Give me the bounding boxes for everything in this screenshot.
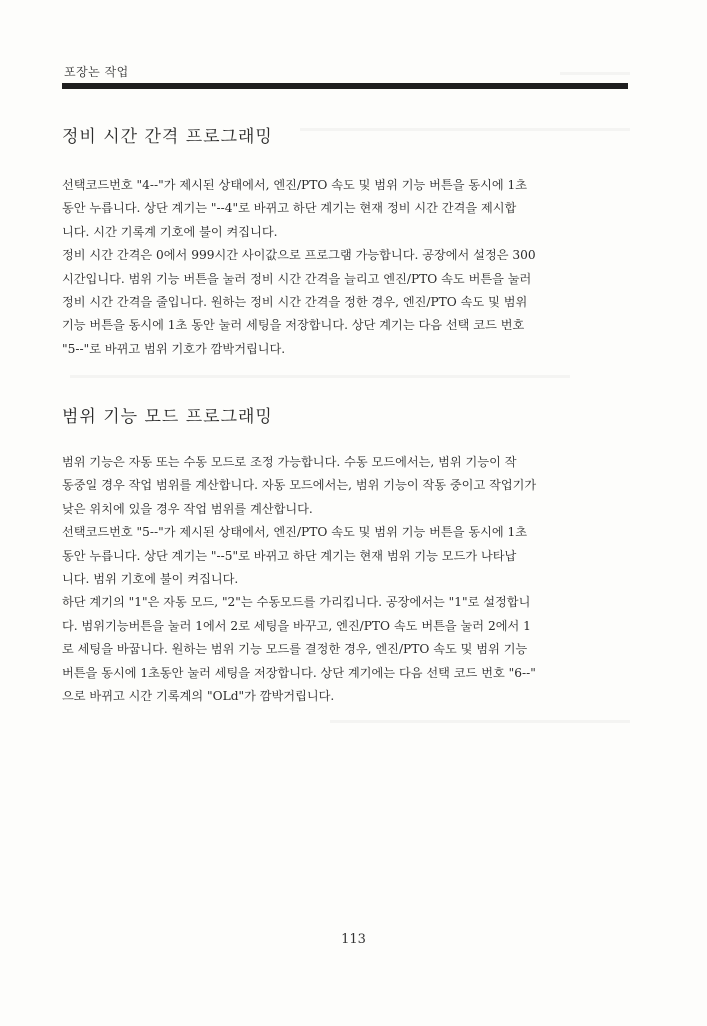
- scan-artifact: [330, 720, 630, 723]
- text-line: 낮은 위치에 있을 경우 작업 범위를 계산합니다.: [62, 501, 313, 516]
- text-line: 동안 누릅니다. 상단 계기는 "--5"로 바뀌고 하단 계기는 현재 범위 기능 모드가 나타납: [62, 548, 517, 563]
- text-line: 선택코드번호 "4--"가 제시된 상태에서, 엔진/PTO 속도 및 범위 기능 버튼을 동시에 1초: [62, 178, 528, 192]
- text-line: 다. 범위기능버튼을 눌러 1에서 2로 세팅을 바꾸고, 엔진/PTO 속도 버튼을 눌러 2에서 1: [62, 618, 531, 633]
- text-line: 니다. 범위 기호에 불이 켜집니다.: [62, 572, 239, 587]
- section-body-maintenance-interval: [62, 174, 647, 361]
- text-line: 선택코드번호 "5--"가 제시된 상태에서, 엔진/PTO 속도 및 범위 기능 버튼을 동시에 1초: [62, 525, 528, 540]
- page-number: 113: [341, 932, 366, 947]
- text-line: 하단 계기의 "1"은 자동 모드, "2"는 수동모드를 가리킵니다. 공장에서는 "1"로 설정합니: [62, 595, 531, 610]
- text-line: 니다. 시간 기록계 기호에 불이 켜집니다.: [62, 224, 278, 239]
- text-line: 기능 버튼을 동시에 1초 동안 눌러 세팅을 저장합니다. 상단 계기는 다음 선택 코드 번호: [62, 318, 525, 333]
- text-line: 정비 시간 간격을 줄입니다. 원하는 정비 시간 간격을 정한 경우, 엔진/PTO 속도 및 범위: [62, 295, 528, 310]
- scan-artifact: [70, 375, 570, 378]
- section-title-range-function-mode: 범위 기능 모드 프로그래밍: [62, 407, 273, 427]
- text-line: 동안 누릅니다. 상단 계기는 "--4"로 바뀌고 하단 계기는 현재 정비 시간 간격을 제시합: [62, 201, 517, 216]
- text-line: 시간입니다. 범위 기능 버튼을 눌러 정비 시간 간격을 늘리고 엔진/PTO 속도 버튼을 눌러: [62, 271, 532, 286]
- text-line: 범위 기능은 자동 또는 수동 모드로 조정 가능합니다. 수동 모드에서는, 범위 기능이 작: [62, 455, 517, 469]
- text-line: 정비 시간 간격은 0에서 999시간 사이값으로 프로그램 가능합니다. 공장에서 설정은 300: [62, 248, 536, 263]
- text-line: "5--"로 바뀌고 범위 기호가 깜박거립니다.: [62, 341, 286, 356]
- running-header: 포장논 작업: [64, 65, 129, 79]
- scan-artifact: [560, 72, 630, 75]
- text-line: 버튼을 동시에 1초동안 눌러 세팅을 저장합니다. 상단 계기에는 다음 선택 코드 번호 "6--": [62, 665, 536, 680]
- text-line: 동중일 경우 작업 범위를 계산합니다. 자동 모드에서는, 범위 기능이 작동 중이고 작업기가: [62, 478, 537, 493]
- scan-artifact: [300, 128, 630, 131]
- header-rule: [62, 83, 628, 89]
- section-body-range-function-mode: [62, 451, 647, 708]
- text-line: 으로 바뀌고 시간 기록계의 "OLd"가 깜박거립니다.: [62, 689, 335, 704]
- text-line: 로 세팅을 바꿉니다. 원하는 범위 기능 모드를 결정한 경우, 엔진/PTO 속도 및 범위 기능: [62, 642, 528, 657]
- section-title-maintenance-interval: 정비 시간 간격 프로그래밍: [62, 127, 273, 147]
